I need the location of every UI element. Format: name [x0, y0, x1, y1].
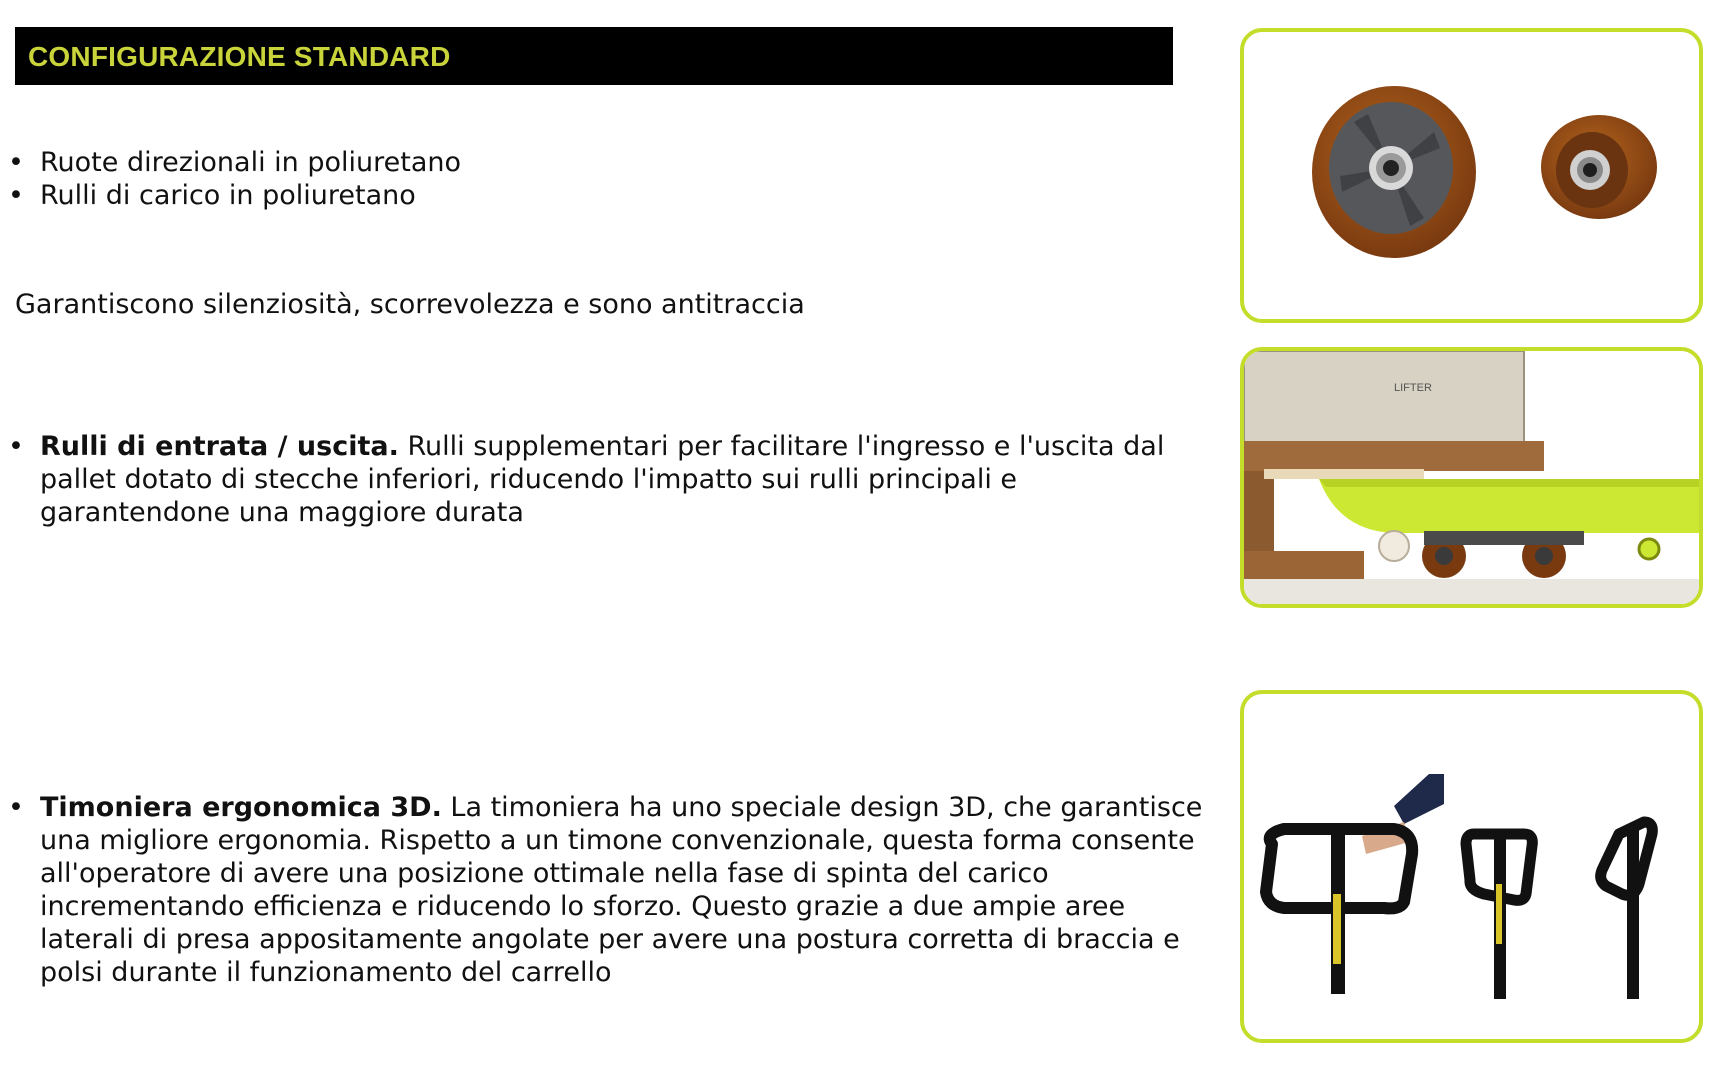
- list-item: • Ruote direzionali in poliuretano: [8, 146, 461, 179]
- wheels-photo: [1240, 28, 1703, 323]
- rollers-text: Rulli supplementari per facilitare l'ingresso e l'uscita dal pallet dotato di stecche inferiori, riducendo l'impatto sui rulli principali e garantendone una maggiore durata: [40, 431, 1165, 528]
- rollers-feature: [8, 430, 1210, 529]
- section-title: CONFIGURAZIONE STANDARD: [28, 41, 451, 72]
- handle-feature: [8, 791, 1220, 989]
- handle-title: Timoniera ergonomica 3D.: [40, 792, 442, 823]
- wheels-note: Garantiscono silenziosità, scorrevolezza e sono antitraccia: [15, 289, 805, 320]
- bullet-dot: •: [8, 792, 24, 823]
- bullet-dot: •: [8, 431, 24, 462]
- ergonomic-handle-illustration: [1244, 694, 1699, 1039]
- pallet-entry-rollers-illustration: [1244, 351, 1699, 604]
- list-item: • Rulli di carico in poliuretano: [8, 179, 461, 212]
- box-logo: LIFTER: [1394, 382, 1432, 394]
- wheels-list: [8, 146, 461, 212]
- handle-photo: [1240, 690, 1703, 1043]
- handle-text: La timoniera ha uno speciale design 3D, che garantisce una migliore ergonomia. Rispetto a un timone convenzionale, questa forma consente all'operatore di avere una posizione ottimale nella fase di spinta del carico incrementando efficienza e riducendo lo sforzo. Questo grazie a due ampie aree laterali di presa appositamente angolate per avere una postura corretta di braccia e polsi durante il funzionamento del carrello: [40, 792, 1203, 988]
- section-header: [15, 27, 1173, 85]
- wheel-and-roller-illustration: [1244, 32, 1699, 319]
- rollers-title: Rulli di entrata / uscita.: [40, 431, 399, 462]
- pallet-photo: [1240, 347, 1703, 608]
